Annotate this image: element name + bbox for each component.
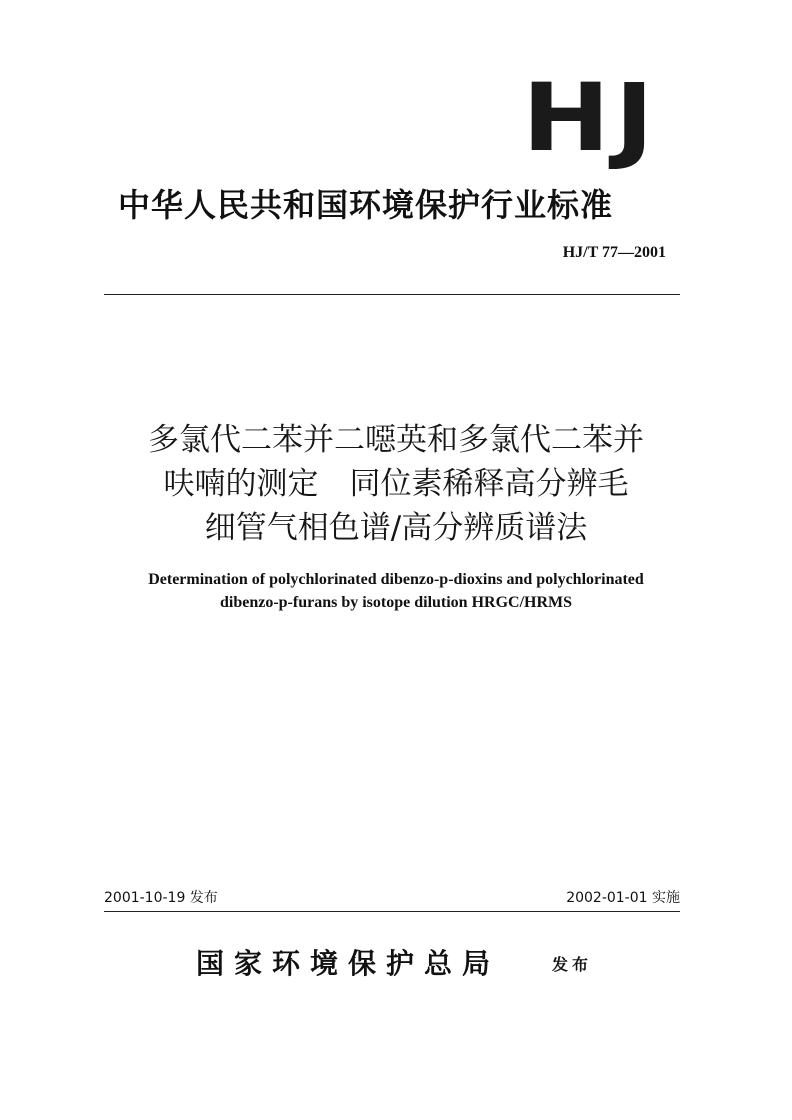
english-title [96,568,696,614]
standard-organization: 中华人民共和国环境保护行业标准 [118,186,614,224]
issue-date: 2001-10-19 发布 [104,890,218,906]
chinese-title-line-3: 细管气相色谱/高分辨质谱法 [204,510,588,546]
chinese-title [96,418,696,550]
english-title-line-1: Determination of polychlorinated dibenzo-p-dioxins and polychlorinated [148,571,644,588]
implementation-date: 2002-01-01 实施 [566,890,680,906]
chinese-title-line-1: 多氯代二苯并二噁英和多氯代二苯并 [148,422,644,458]
footer-divider [104,911,680,912]
hj-logo: HJ [522,64,659,173]
header-divider [104,294,680,295]
english-title-line-2: dibenzo-p-furans by isotope dilution HRGC/HRMS [219,594,573,611]
publish-label: 发布 [552,955,593,974]
standard-code: HJ/T 77—2001 [562,244,666,261]
publisher-name: 国家环境保护总局 [196,947,501,980]
chinese-title-line-2: 呋喃的测定 同位素稀释高分辨毛 [163,466,629,502]
